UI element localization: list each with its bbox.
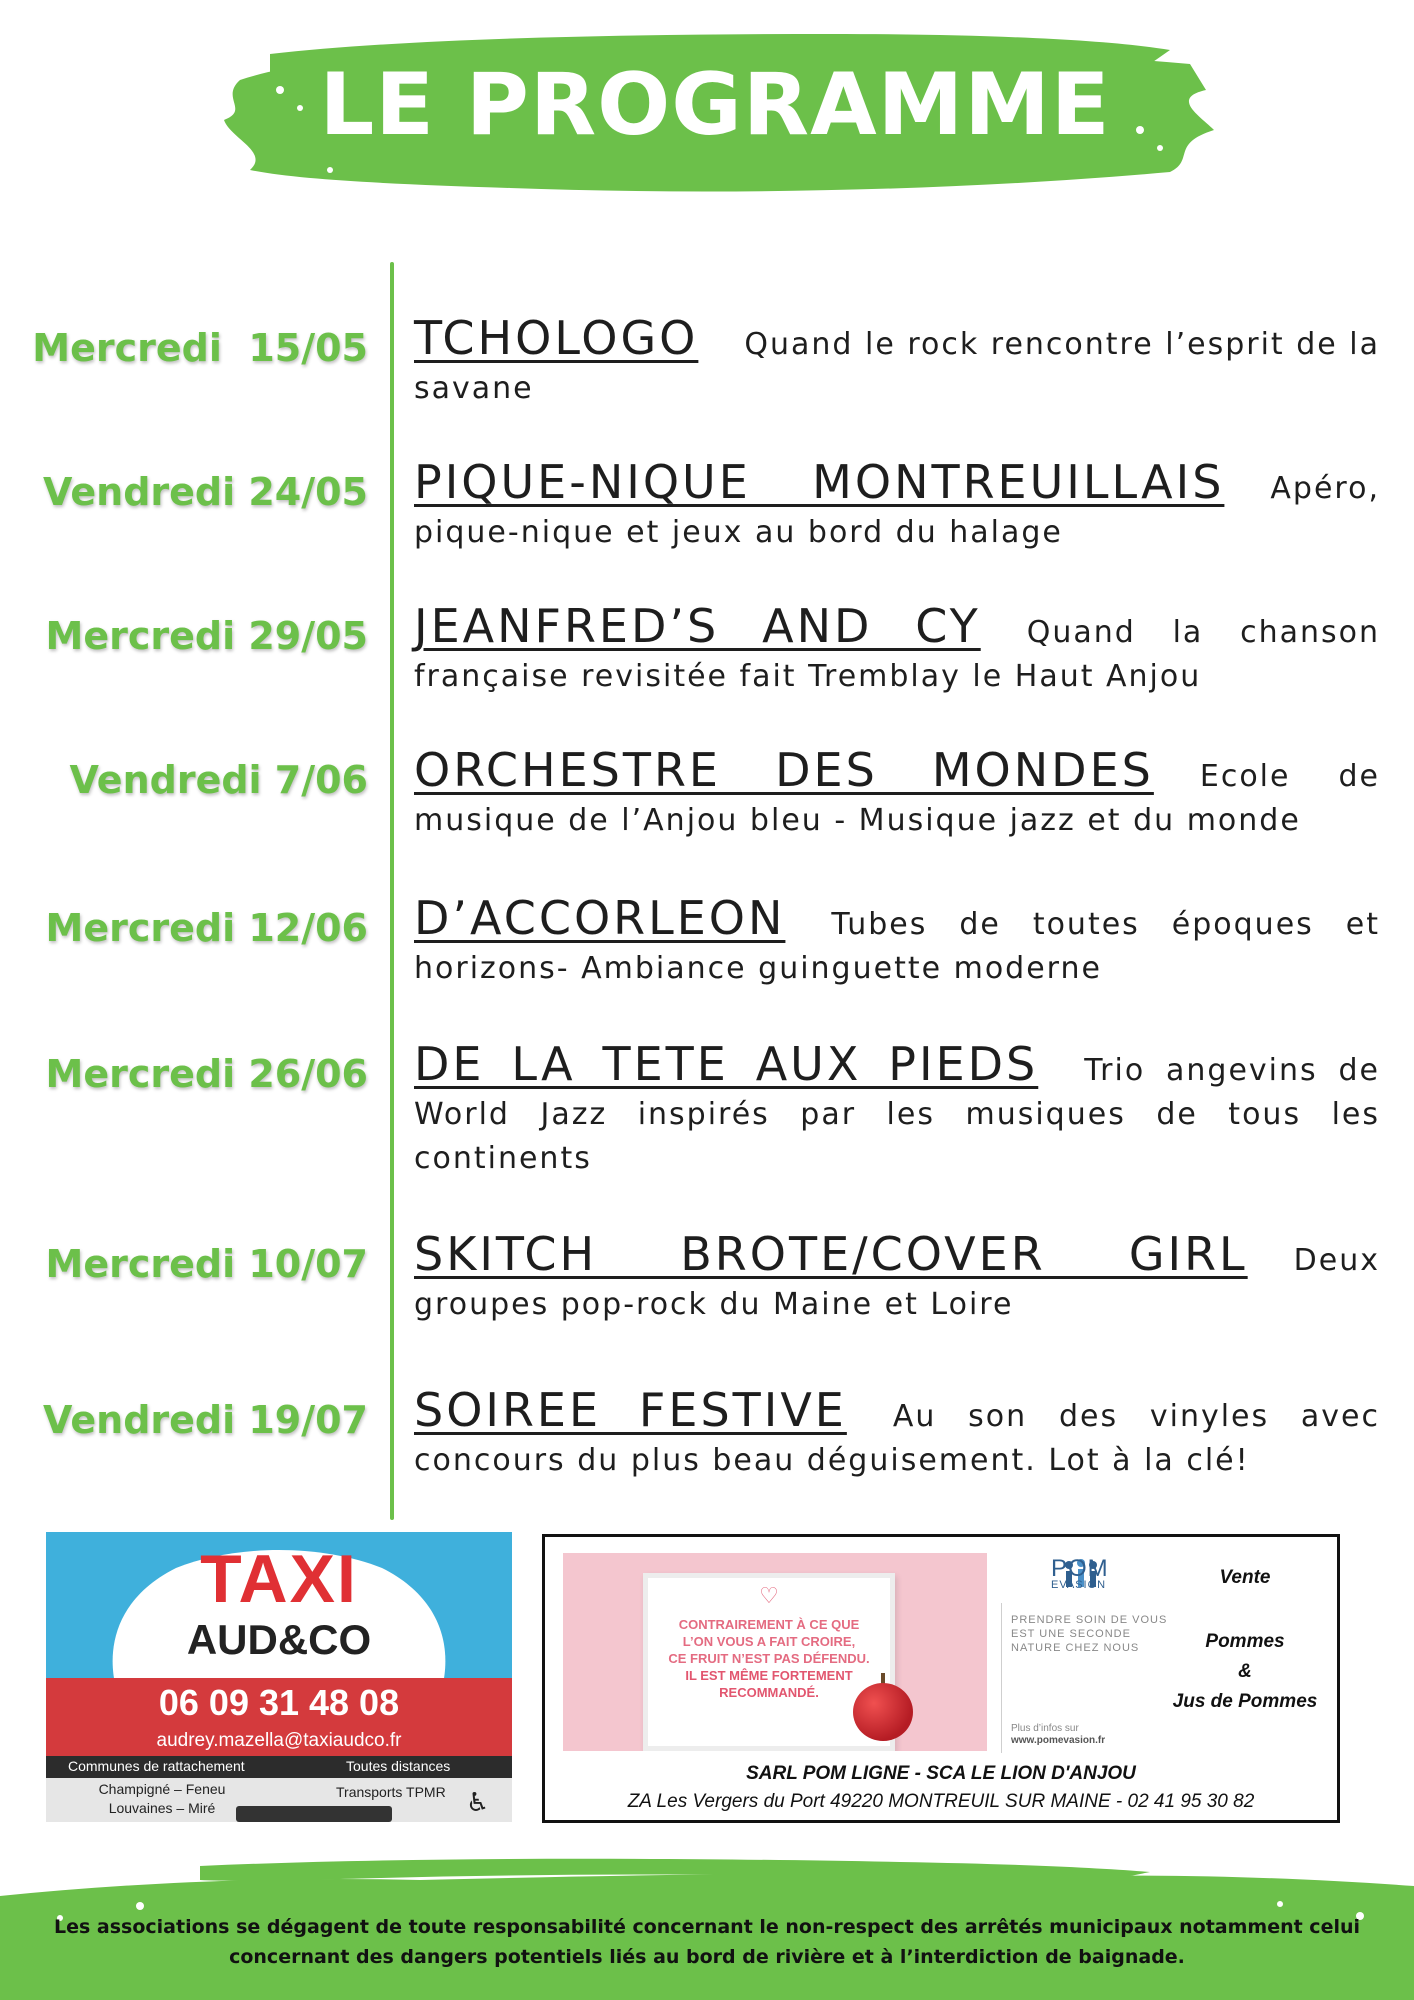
event-body	[414, 1383, 1380, 1483]
taxi-phone: 06 09 31 48 08	[158, 1682, 400, 1723]
footer-line: Les associations se dégagent de toute responsabilité concernant le non-respect des arrêtés municipaux notamment celui	[53, 1916, 1361, 1938]
apple-icon	[853, 1683, 913, 1741]
event-description: Deux groupes pop-rock du Maine et Loire	[414, 1243, 1380, 1322]
wheelchair-icon: ♿	[466, 1788, 490, 1818]
taxi-towns-line: Champigné – Feneu	[98, 1781, 226, 1797]
event-title: ORCHESTRE DES MONDES	[414, 743, 1154, 797]
pom-website: www.pomevasion.fr	[1011, 1735, 1106, 1746]
pom-card-line: CE FRUIT N’EST PAS DÉFENDU.	[668, 1651, 870, 1666]
event-date: Mercredi 12/06	[45, 906, 368, 950]
footer-line: concernant des dangers potentiels liés au bord de rivière et à l’interdiction de baignade.	[229, 1946, 1185, 1968]
pom-product-line: Jus de Pommes	[1172, 1691, 1318, 1712]
event-body	[414, 743, 1380, 843]
event-date: Mercredi 29/05	[45, 614, 368, 658]
taxi-towns	[62, 1780, 262, 1818]
event-title: SOIREE FESTIVE	[414, 1383, 847, 1437]
taxi-brand: AUD&CO	[186, 1616, 372, 1663]
event-description: Ecole de musique de l’Anjou bleu - Musique jazz et du monde	[414, 759, 1380, 838]
event-date: Mercredi 15/05	[32, 326, 368, 370]
pom-logo-sub: EVASION	[1051, 1579, 1107, 1591]
event-description: Tubes de toutes époques et horizons- Ambiance guinguette moderne	[414, 907, 1380, 986]
event-date: Vendredi 24/05	[43, 470, 368, 514]
event-body	[414, 1227, 1380, 1327]
pom-address: ZA Les Vergers du Port 49220 MONTREUIL SUR MAINE - 02 41 95 30 82	[627, 1791, 1255, 1812]
pom-card-text	[654, 1616, 884, 1701]
pom-card-line: IL EST MÊME FORTEMENT	[685, 1668, 853, 1683]
taxi-strip-left: Communes de rattachement	[68, 1758, 245, 1774]
pom-logo-name: POM	[1051, 1555, 1109, 1582]
event-date: Vendredi 7/06	[69, 758, 368, 802]
event-title: SKITCH BROTE/COVER GIRL	[414, 1227, 1248, 1281]
pom-card-line: L’ON VOUS A FAIT CROIRE,	[682, 1634, 856, 1649]
taxi-email: audrey.mazella@taxiaudco.fr	[156, 1730, 402, 1751]
pom-product-line: &	[1238, 1661, 1252, 1682]
event-body	[414, 599, 1380, 699]
pom-slogan-line: PRENDRE SOIN DE VOUS	[1011, 1614, 1168, 1626]
pom-vente: Vente	[1219, 1567, 1271, 1588]
pom-advertisement	[542, 1534, 1340, 1823]
event-title: TCHOLOGO	[414, 311, 699, 365]
pom-web-label: Plus d’infos sur	[1011, 1723, 1079, 1734]
taxi-bar	[236, 1806, 392, 1822]
event-date: Mercredi 26/06	[45, 1052, 368, 1096]
event-description: Trio angevins de World Jazz inspirés par les musiques de tous les continents	[414, 1053, 1380, 1176]
pom-company: SARL POM LIGNE - SCA LE LION D'ANJOU	[746, 1763, 1136, 1784]
event-body	[414, 311, 1380, 411]
pom-slogan	[1011, 1613, 1181, 1655]
timeline-line	[390, 262, 394, 1520]
event-title: JEANFRED’S AND CY	[414, 599, 981, 653]
page-title: LE PROGRAMME	[319, 55, 1111, 155]
taxi-tpmr: Transports TPMR	[336, 1784, 446, 1800]
event-date: Vendredi 19/07	[43, 1398, 368, 1442]
pom-card-line: RECOMMANDÉ.	[719, 1685, 819, 1700]
event-date: Mercredi 10/07	[45, 1242, 368, 1286]
pom-divider	[1001, 1603, 1002, 1753]
pom-product-line: Pommes	[1205, 1631, 1285, 1652]
event-description: Quand le rock rencontre l’esprit de la savane	[414, 327, 1380, 406]
event-description: Apéro, pique-nique et jeux au bord du halage	[414, 471, 1380, 550]
event-body	[414, 891, 1380, 991]
event-title: DE LA TETE AUX PIEDS	[414, 1037, 1039, 1091]
pom-photo	[563, 1553, 987, 1751]
footer-disclaimer	[20, 1912, 1394, 1972]
heart-icon: ♡	[759, 1584, 779, 1609]
pom-card-line: CONTRAIREMENT À CE QUE	[678, 1617, 860, 1632]
event-title: D’ACCORLEON	[414, 891, 786, 945]
taxi-advertisement	[46, 1532, 512, 1822]
taxi-word: TAXI	[200, 1541, 358, 1617]
pom-products	[1165, 1627, 1325, 1717]
pom-slogan-line: EST UNE SECONDE	[1011, 1628, 1131, 1640]
event-description: Au son des vinyles avec concours du plus beau déguisement. Lot à la clé!	[414, 1399, 1380, 1478]
taxi-strip-right: Toutes distances	[346, 1758, 451, 1774]
event-title: PIQUE-NIQUE MONTREUILLAIS	[414, 455, 1225, 509]
event-body	[414, 455, 1380, 555]
event-description: Quand la chanson française revisitée fait Tremblay le Haut Anjou	[414, 615, 1380, 694]
event-body	[414, 1037, 1380, 1181]
taxi-towns-line: Louvaines – Miré	[108, 1800, 216, 1816]
pom-slogan-line: NATURE CHEZ NOUS	[1011, 1642, 1140, 1654]
